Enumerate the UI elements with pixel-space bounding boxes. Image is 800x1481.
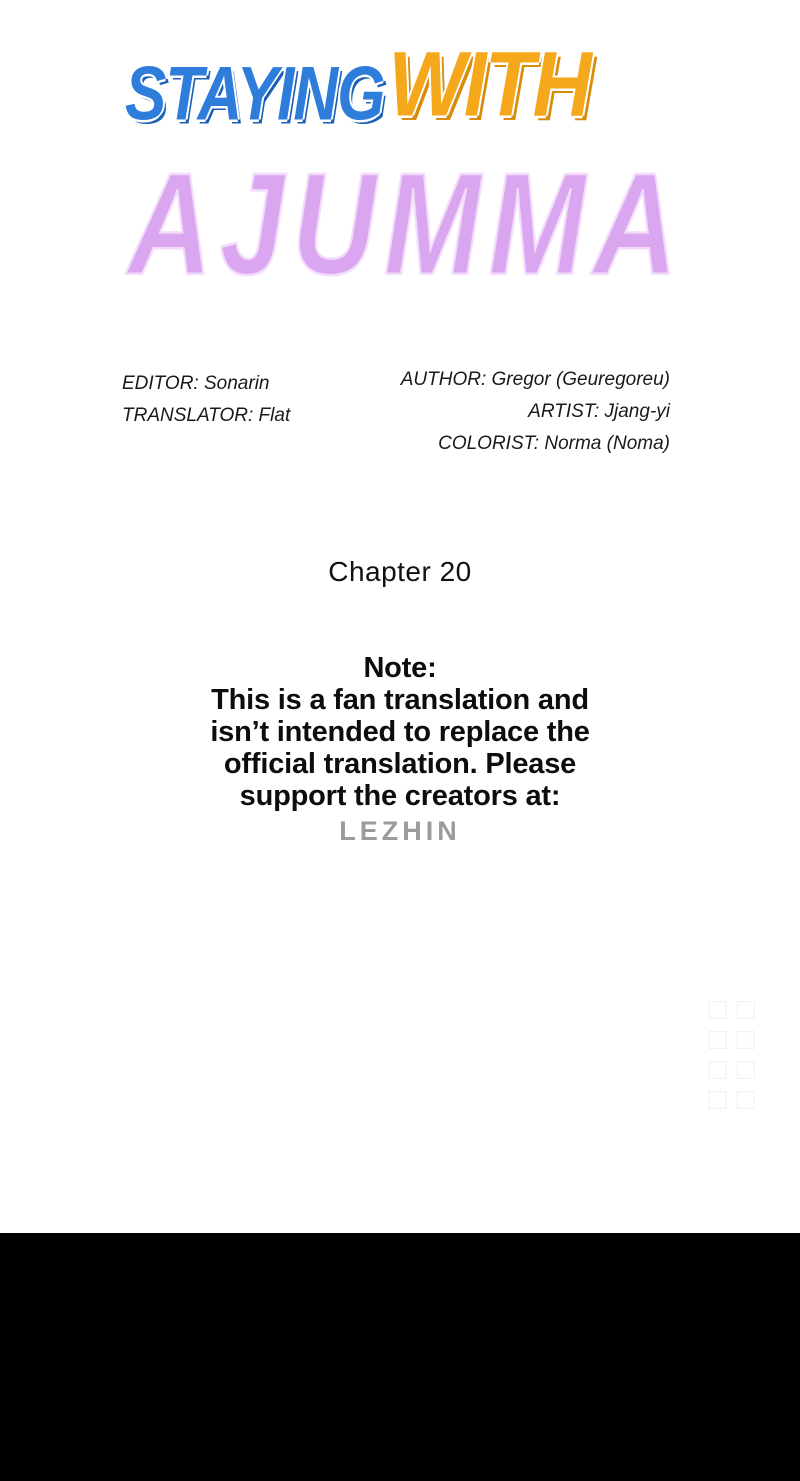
title-word-with: WITH <box>388 33 590 136</box>
chapter-label: Chapter 20 <box>328 556 472 587</box>
title-artwork <box>0 0 800 330</box>
note-line-1: Note: <box>363 652 437 684</box>
note-line-4: official translation. Please <box>223 748 577 780</box>
bottom-black-band <box>0 1233 800 1481</box>
publisher-name: LEZHIN <box>339 816 461 846</box>
credits-left-column <box>122 368 290 432</box>
faint-watermark <box>636 995 756 1115</box>
watermark-line-4: □ □ <box>708 1083 756 1116</box>
credits-block <box>0 368 800 478</box>
credit-colorist: COLORIST: Norma (Noma) <box>438 433 670 454</box>
watermark-line-1: □ □ <box>708 993 756 1026</box>
note-line-2: This is a fan translation and <box>211 684 589 716</box>
watermark-line-3: □ □ <box>708 1053 756 1086</box>
note-line-5: support the creators at: <box>239 780 561 812</box>
title-word-ajumma: AJUMMA <box>128 142 686 305</box>
title-word-staying: STAYING <box>125 52 385 137</box>
credits-right-column <box>401 364 670 460</box>
credit-editor: EDITOR: Sonarin <box>122 373 270 394</box>
credit-artist: ARTIST: Jjang-yi <box>528 401 670 422</box>
note-line-3: isn’t intended to replace the <box>210 716 590 748</box>
watermark-line-2: □ □ <box>708 1023 756 1056</box>
credit-author: AUTHOR: Gregor (Geuregoreu) <box>400 369 670 390</box>
title-line-1 <box>125 18 725 138</box>
credit-translator: TRANSLATOR: Flat <box>122 405 291 426</box>
translation-note <box>0 652 800 847</box>
